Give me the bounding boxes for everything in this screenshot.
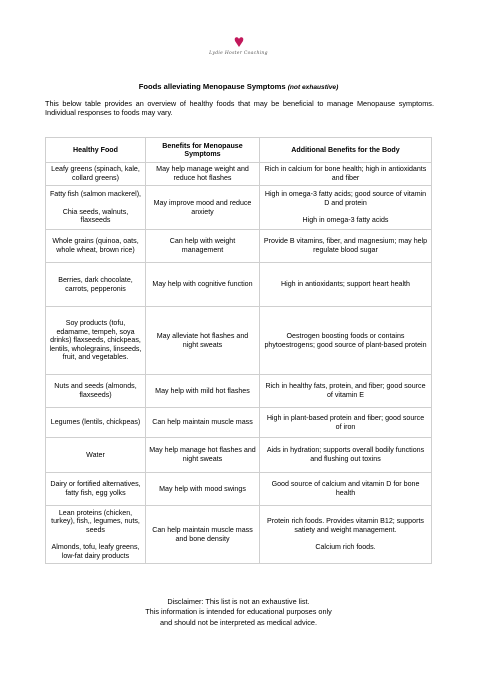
page-title [0,82,477,91]
additional-cell-paragraph: High in antioxidants; support heart health [281,280,410,289]
additional-cell-paragraph: Rich in calcium for bone health; high in antioxidants and fiber [264,165,427,182]
food-cell [46,230,146,263]
additional-cell-paragraph: High in plant-based protein and fiber; good source of iron [266,413,425,431]
additional-cell-paragraph: Protein rich foods. Provides vitamin B12; supports satiety and weight management. [267,517,424,534]
brand-logo [0,36,477,56]
food-cell [46,506,146,564]
additional-cell [260,163,432,186]
additional-cell [260,375,432,408]
additional-cell [260,230,432,263]
additional-cell [260,307,432,375]
food-cell [46,473,146,506]
title-main: Foods alleviating Menopause Symptoms [138,82,286,91]
additional-cell-paragraph: Oestrogen boosting foods or contains phytoestrogens; good source of plant-based protein [264,331,427,349]
additional-cell [260,473,432,506]
food-cell-paragraph: Dairy or fortified alternatives, fatty fish, egg yolks [50,480,141,497]
additional-cell-paragraph: Calcium rich foods. [315,543,376,552]
food-cell [46,408,146,438]
benefit-cell: Can help maintain muscle mass and bone density [146,506,260,564]
table-row [46,408,432,438]
table-row [46,186,432,230]
food-cell-paragraph: Water [86,450,105,459]
additional-cell-paragraph: High in omega-3 fatty acids [302,216,389,225]
table-row [46,506,432,564]
food-cell-paragraph: Almonds, tofu, leafy greens, low-fat dairy products [51,543,140,560]
additional-cell [260,438,432,473]
food-cell [46,307,146,375]
benefit-cell: May help with mild hot flashes [146,375,260,408]
disclaimer [0,597,477,628]
food-cell-paragraph: Chia seeds, walnuts, flaxseeds [62,207,129,225]
table-row [46,375,432,408]
food-cell-paragraph: Whole grains (quinoa, oats, whole wheat, brown rice) [52,237,139,254]
benefit-cell: Can help with weight management [146,230,260,263]
benefit-cell: May help with mood swings [146,473,260,506]
food-cell [46,263,146,307]
table-row [46,163,432,186]
food-cell-paragraph: Fatty fish (salmon mackerel), [49,190,142,199]
header-additional-benefits: Additional Benefits for the Body [260,138,432,163]
food-cell-paragraph: Berries, dark chocolate, carrots, pepperonis [58,275,133,293]
food-cell-paragraph: Lean proteins (chicken, turkey), fish,, legumes, nuts, seeds [51,508,140,534]
additional-cell-paragraph: Aids in hydration; supports overall bodily functions and flushing out toxins [266,446,425,463]
table-row [46,307,432,375]
benefit-cell: May improve mood and reduce anxiety [146,186,260,230]
food-cell-paragraph: Soy products (tofu, edamame, tempeh, soya drinks) flaxseeds, chickpeas, lentils, wholegrains, linseeds, fruit, and vegetables. [49,319,142,362]
additional-cell-paragraph: Provide B vitamins, fiber, and magnesium; may help regulate blood sugar [263,237,428,254]
table-row [46,230,432,263]
heart-logo-icon [234,36,244,48]
benefit-cell: May help manage hot flashes and night sweats [146,438,260,473]
table-header-row [46,138,432,163]
food-cell [46,163,146,186]
table-row [46,473,432,506]
additional-cell [260,186,432,230]
additional-cell-paragraph: Good source of calcium and vitamin D for bone health [271,480,420,497]
header-menopause-benefits: Benefits for Menopause Symptoms [146,138,260,163]
title-note: (not exhaustive) [287,84,339,91]
table-row [46,438,432,473]
benefit-cell: May help with cognitive function [146,263,260,307]
disclaimer-line: Disclaimer: This list is not an exhaustive list. [167,597,310,606]
food-cell-paragraph: Legumes (lentils, chickpeas) [50,418,141,427]
benefit-cell: May alleviate hot flashes and night sweats [146,307,260,375]
additional-cell [260,263,432,307]
food-cell [46,186,146,230]
header-healthy-food: Healthy Food [46,138,146,163]
benefit-cell: Can help maintain muscle mass [146,408,260,438]
food-cell [46,438,146,473]
brand-name: Lydie Hoster Coaching [209,51,268,56]
foods-table [45,137,432,564]
food-cell-paragraph: Leafy greens (spinach, kale, collard greens) [51,165,140,182]
disclaimer-line: and should not be interpreted as medical advice. [160,617,317,627]
additional-cell-paragraph: Rich in healthy fats, protein, and fiber; good source of vitamin E [265,382,426,399]
intro-paragraph: This below table provides an overview of healthy foods that may be beneficial to manage Menopause symptoms. Individual responses to foods may vary. [45,99,434,118]
additional-cell-paragraph: High in omega-3 fatty acids; good source of vitamin D and protein [264,190,427,207]
food-cell-paragraph: Nuts and seeds (almonds, flaxseeds) [54,382,137,399]
additional-cell [260,408,432,438]
additional-cell [260,506,432,564]
food-cell [46,375,146,408]
benefit-cell: May help manage weight and reduce hot flashes [146,163,260,186]
disclaimer-line: This information is intended for educational purposes only [145,607,332,617]
table-row [46,263,432,307]
